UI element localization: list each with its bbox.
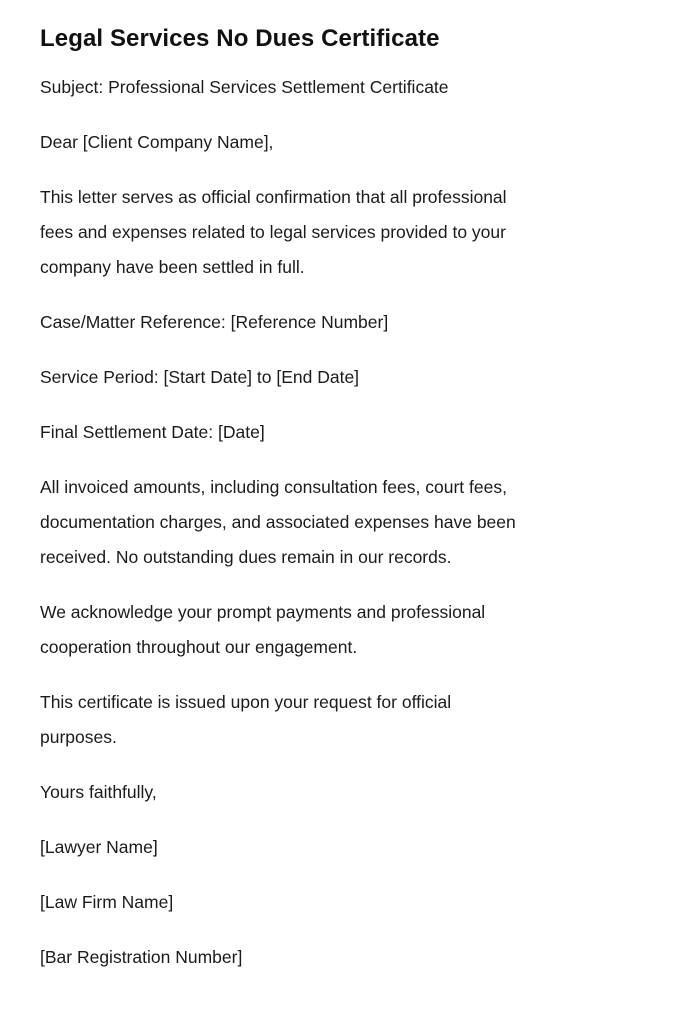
salutation	[40, 125, 640, 160]
text-line: [Bar Registration Number]	[40, 947, 243, 967]
acknowledgement-paragraph	[40, 595, 640, 665]
confirmation-paragraph	[40, 180, 640, 285]
text-line: Service Period: [Start Date] to [End Date]	[40, 367, 360, 387]
closing-line	[40, 775, 640, 810]
case-reference-line	[40, 305, 640, 340]
settlement-date-line	[40, 415, 640, 450]
text-line: company have been settled in full.	[40, 257, 305, 277]
text-line: fees and expenses related to legal services provided to your	[40, 222, 506, 242]
invoiced-amounts-paragraph	[40, 470, 640, 575]
text-line: We acknowledge your prompt payments and professional	[40, 602, 486, 622]
text-line: [Law Firm Name]	[40, 892, 174, 912]
text-line: cooperation throughout our engagement.	[40, 637, 358, 657]
text-line: received. No outstanding dues remain in our records.	[40, 547, 452, 567]
subject-line	[40, 70, 640, 105]
text-line: purposes.	[40, 727, 117, 747]
text-line: All invoiced amounts, including consultation fees, court fees,	[40, 477, 507, 497]
text-line: This letter serves as official confirmation that all professional	[40, 187, 507, 207]
text-line: Yours faithfully,	[40, 782, 157, 802]
service-period-line	[40, 360, 640, 395]
law-firm-name-placeholder	[40, 885, 640, 920]
text-line: Case/Matter Reference: [Reference Number]	[40, 312, 389, 332]
text-line: documentation charges, and associated expenses have been	[40, 512, 516, 532]
text-line: Final Settlement Date: [Date]	[40, 422, 265, 442]
lawyer-name-placeholder	[40, 830, 640, 865]
document-title: Legal Services No Dues Certificate	[40, 25, 440, 52]
text-line: Subject: Professional Services Settlement Certificate	[40, 77, 449, 97]
bar-registration-placeholder	[40, 940, 640, 975]
issuance-paragraph	[40, 685, 640, 755]
text-line: This certificate is issued upon your request for official	[40, 692, 452, 712]
text-line: Dear [Client Company Name],	[40, 132, 274, 152]
text-line: [Lawyer Name]	[40, 837, 158, 857]
